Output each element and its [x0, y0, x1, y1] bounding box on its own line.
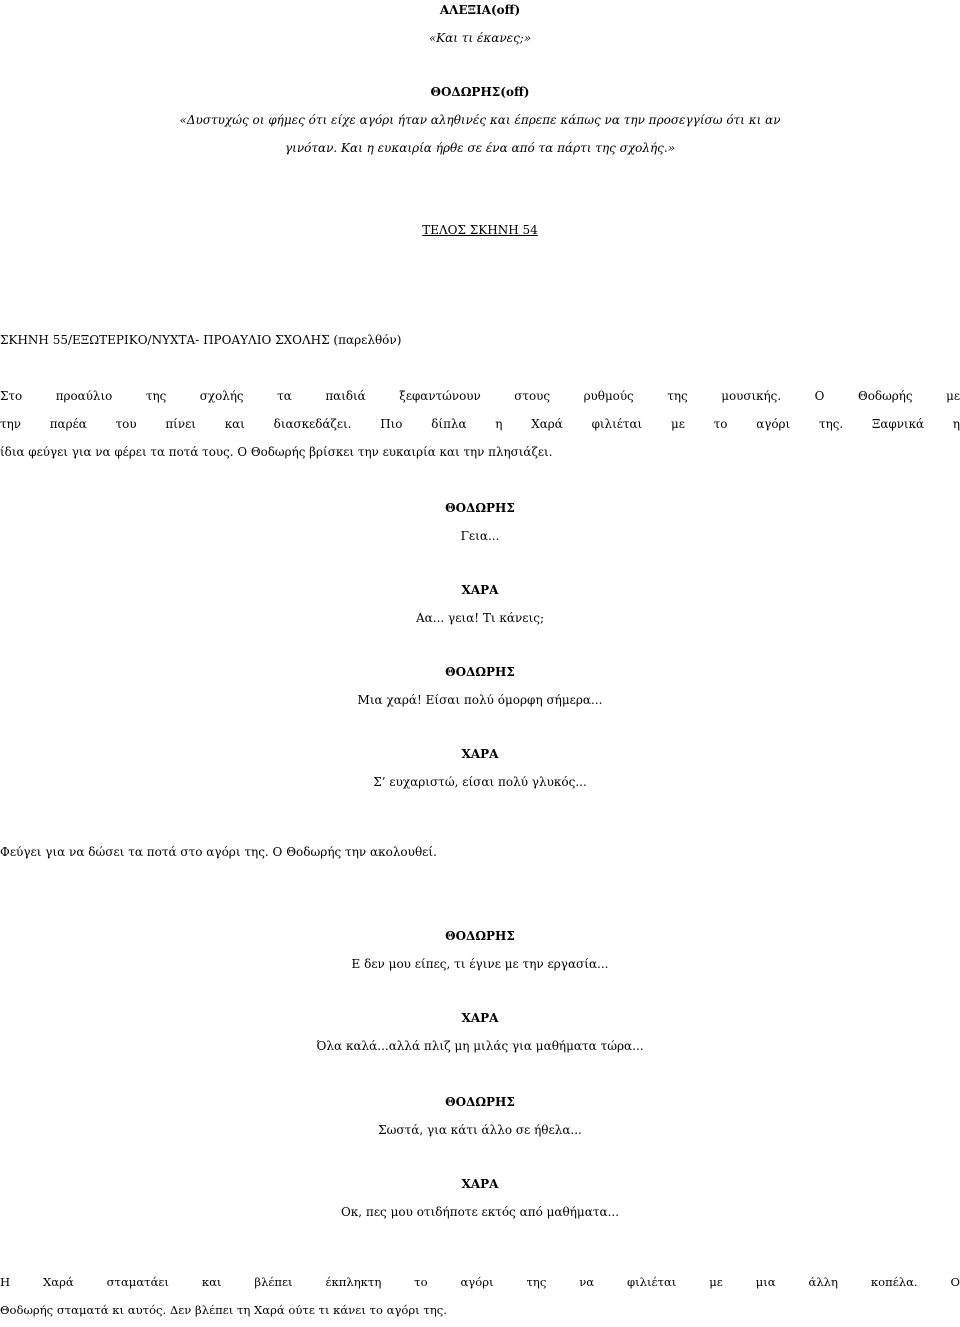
scene-heading: ΣΚΗΝΗ 55/ΕΞΩΤΕΡΙΚΟ/ΝΥΧΤΑ- ΠΡΟΑΥΛΙΟ ΣΧΟΛΗΣ (παρελθόν)	[0, 333, 402, 347]
dialogue-line: Σωστά, για κάτι άλλο σε ήθελα...	[378, 1123, 582, 1137]
speaker-thodoris: ΘΟΔΩΡΗΣ	[445, 665, 515, 679]
dialogue-line: Σ’ ευχαριστώ, είσαι πολύ γλυκός...	[373, 775, 587, 789]
dialogue-line: Ε δεν μου είπες, τι έγινε με την εργασία...	[351, 957, 609, 971]
dialogue-line: «Δυστυχώς οι φήμες ότι είχε αγόρι ήταν αληθινές και έπρεπε κάπως να την προσεγγίσω ότι κι αν	[179, 113, 781, 127]
action-line: Στο προαύλιο της σχολής τα παιδιά ξεφαντώνουν στους ρυθμούς της μουσικής. Ο Θοδωρής με	[0, 389, 960, 403]
action-line: Θοδωρής σταματά κι αυτός. Δεν βλέπει τη Χαρά ούτε τι κάνει το αγόρι της.	[0, 1303, 447, 1317]
dialogue-line: γινόταν. Και η ευκαιρία ήρθε σε ένα από τα πάρτι της σχολής.»	[284, 141, 676, 155]
action-line: ίδια φεύγει για να φέρει τα ποτά τους. Ο Θοδωρής βρίσκει την ευκαιρία και την πλησιάζει.	[0, 445, 553, 459]
action-paragraph	[0, 382, 960, 466]
action-line: Η Χαρά σταματάει και βλέπει έκπληκτη το αγόρι της να φιλιέται με μια άλλη κοπέλα. Ο	[0, 1275, 960, 1289]
speaker-thodoris: ΘΟΔΩΡΗΣ	[445, 929, 515, 943]
dialogue-line: Αα... γεια! Τι κάνεις;	[416, 611, 544, 625]
action-line: την παρέα του πίνει και διασκεδάζει. Πιο δίπλα η Χαρά φιλιέται με το αγόρι της. Ξαφνικά η	[0, 417, 960, 431]
dialogue-line: Όλα καλά...αλλά πλιζ μη μιλάς για μαθήματα τώρα...	[316, 1039, 644, 1053]
dialogue-line: Μια χαρά! Είσαι πολύ όμορφη σήμερα...	[357, 693, 603, 707]
speaker-thodoris-off: ΘΟΔΩΡΗΣ(off)	[430, 85, 530, 99]
action-paragraph	[0, 1268, 960, 1324]
dialogue-line: Οκ, πες μου οτιδήποτε εκτός από μαθήματα...	[340, 1205, 620, 1219]
speaker-thodoris: ΘΟΔΩΡΗΣ	[445, 1095, 515, 1109]
dialogue-line: «Και τι έκανες;»	[428, 31, 532, 45]
action-line: Φεύγει για να δώσει τα ποτά στο αγόρι της. Ο Θοδωρής την ακολουθεί.	[0, 845, 437, 859]
speaker-alexia-off: ΑΛΕΞΙΑ(off)	[439, 3, 521, 17]
speaker-chara: ΧΑΡΑ	[461, 583, 499, 597]
speaker-thodoris: ΘΟΔΩΡΗΣ	[445, 501, 515, 515]
dialogue-line: Γεια...	[460, 529, 500, 543]
speaker-chara: ΧΑΡΑ	[461, 1177, 499, 1191]
speaker-chara: ΧΑΡΑ	[461, 1011, 499, 1025]
scene-end-heading: ΤΕΛΟΣ ΣΚΗΝΗ 54	[422, 223, 538, 237]
speaker-chara: ΧΑΡΑ	[461, 747, 499, 761]
